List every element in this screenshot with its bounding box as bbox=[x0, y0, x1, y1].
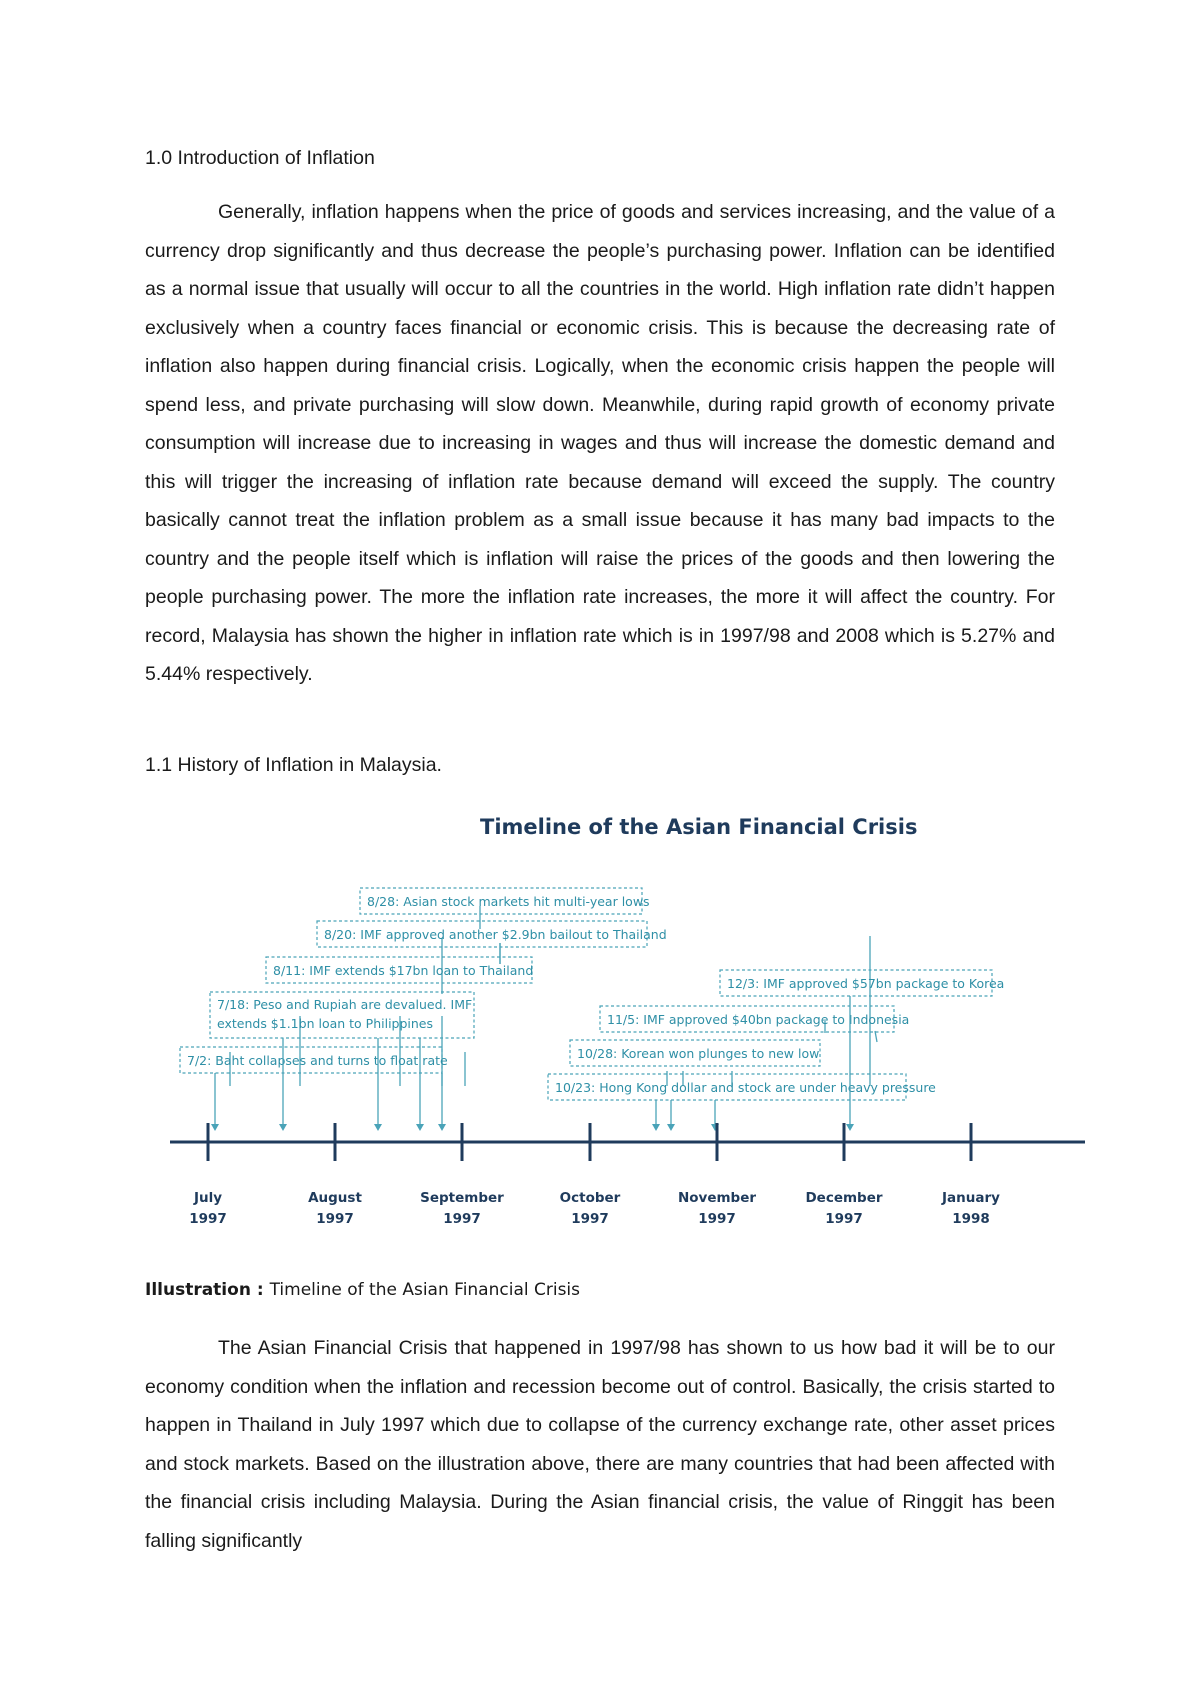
event-label-1023: 10/23: Hong Kong dollar and stock are under heavy pressure bbox=[555, 1080, 936, 1095]
section-heading-introduction: 1.0 Introduction of Inflation bbox=[145, 147, 375, 169]
event-label-0702: 7/2: Baht collapses and turns to float rate bbox=[187, 1053, 448, 1068]
year-label-august: 1997 bbox=[316, 1211, 354, 1227]
event-label-0718-line1: 7/18: Peso and Rupiah are devalued. IMF bbox=[217, 997, 473, 1012]
event-arrowhead-1023 bbox=[652, 1124, 660, 1131]
month-label-july: July bbox=[193, 1190, 223, 1206]
caption-label: Illustration bbox=[145, 1280, 251, 1300]
month-label-january: January bbox=[942, 1190, 1000, 1206]
event-arrowhead-0811 bbox=[374, 1124, 382, 1131]
paragraph-introduction: Generally, inflation happens when the price of goods and services increasing, and the value of a currency drop significantly and thus decrease the people’s purchasing power. Inflation can be identified as a normal issue that usually will occur to all the countries in the world. High inflation rate didn’t happen exclusively when a country faces financial or economic crisis. This is because the decreasing rate of inflation also happen during financial crisis. Logically, when the economic crisis happen the people will spend less, and private purchasing will slow down. Meanwhile, during rapid growth of economy private consumption will increase due to increasing in wages and thus will increase the domestic demand and this will trigger the increasing of inflation rate because demand will exceed the supply. The country basically cannot treat the inflation problem as a small issue because it has many bad impacts to the country and the people itself which is inflation will raise the prices of the goods and then lowering the people purchasing power. The more the inflation rate increases, the more it will affect the country. For record, Malaysia has shown the higher in inflation rate which is in 1997/98 and 2008 which is 5.27% and 5.44% respectively. bbox=[145, 201, 1055, 685]
month-label-december: December bbox=[805, 1190, 883, 1206]
section-heading-history: 1.1 History of Inflation in Malaysia. bbox=[145, 754, 442, 776]
event-label-0820: 8/20: IMF approved another $2.9bn bailout to Thailand bbox=[324, 927, 667, 942]
caption-separator: : bbox=[250, 1280, 270, 1300]
event-label-1105: 11/5: IMF approved $40bn package to Indonesia bbox=[607, 1012, 910, 1027]
event-label-0811: 8/11: IMF extends $17bn loan to Thailand bbox=[273, 963, 534, 978]
caption-text: Timeline of the Asian Financial Crisis bbox=[269, 1280, 581, 1300]
month-label-october: October bbox=[559, 1190, 621, 1206]
year-label-october: 1997 bbox=[571, 1211, 609, 1227]
event-arrowhead-1028 bbox=[667, 1124, 675, 1131]
figure-caption bbox=[145, 1278, 580, 1302]
event-arrowhead-0702 bbox=[211, 1124, 219, 1131]
timeline-title: Timeline of the Asian Financial Crisis bbox=[480, 815, 918, 839]
event-label-0828: 8/28: Asian stock markets hit multi-year lows bbox=[367, 894, 650, 909]
paragraph-asian-crisis: The Asian Financial Crisis that happened in 1997/98 has shown to us how bad it will be to our economy condition when the inflation and recession become out of control. Basically, the crisis started to happen in Thailand in July 1997 which due to collapse of the currency exchange rate, other asset prices and stock markets. Based on the illustration above, there are many countries that had been affected with the financial crisis including Malaysia. During the Asian financial crisis, the value of Ringgit has been falling significantly bbox=[145, 1337, 1055, 1552]
event-label-1028: 10/28: Korean won plunges to new low bbox=[577, 1046, 820, 1061]
event-arrowhead-0820 bbox=[416, 1124, 424, 1131]
year-label-july: 1997 bbox=[189, 1211, 227, 1227]
year-label-september: 1997 bbox=[443, 1211, 481, 1227]
year-label-november: 1997 bbox=[698, 1211, 736, 1227]
month-label-november: November bbox=[677, 1190, 757, 1206]
month-labels bbox=[189, 1190, 1000, 1227]
month-label-september: September bbox=[420, 1190, 504, 1206]
year-label-january: 1998 bbox=[952, 1211, 990, 1227]
month-label-august: August bbox=[308, 1190, 362, 1206]
year-label-december: 1997 bbox=[825, 1211, 863, 1227]
event-arrowhead-0828 bbox=[438, 1124, 446, 1131]
event-label-0718-line2: extends $1.1bn loan to Philippines bbox=[217, 1016, 434, 1031]
event-label-1203: 12/3: IMF approved $57bn package to Korea bbox=[727, 976, 1005, 991]
event-arrowhead-0718 bbox=[279, 1124, 287, 1131]
event-arrowhead-1203 bbox=[846, 1124, 854, 1131]
timeline-figure bbox=[180, 815, 1100, 1258]
